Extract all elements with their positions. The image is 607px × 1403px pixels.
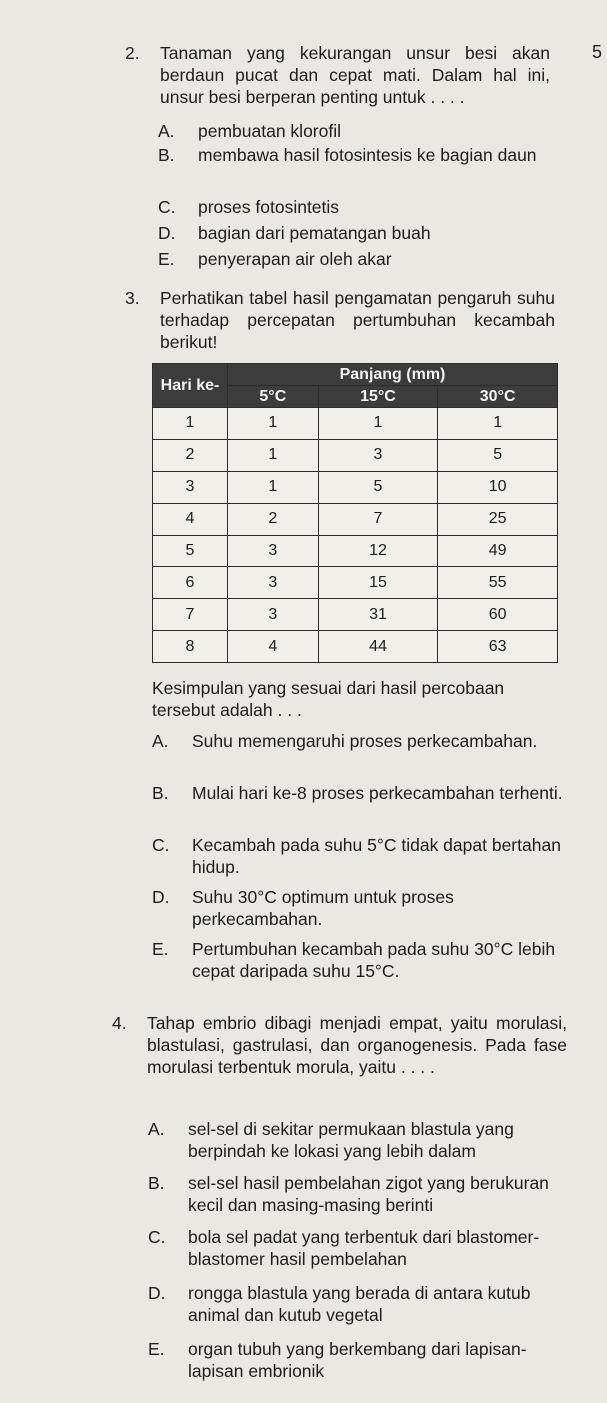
temp-header-15: 15°C [318, 386, 438, 408]
option-2b: B. membawa hasil fotosintesis ke bagian daun [158, 145, 537, 165]
question-4 [112, 1012, 567, 1108]
table-row: 8 4 44 63 [153, 631, 558, 663]
day-header: Hari ke- [153, 364, 228, 408]
option-4e: E. organ tubuh yang berkembang dari lapisan-lapisan embrionik [148, 1339, 527, 1381]
temp-header-30: 30°C [438, 386, 558, 408]
question-3 [125, 287, 555, 357]
question-3-prompt: Kesimpulan yang sesuai dari hasil percobaan tersebut adalah . . . [152, 678, 505, 720]
page-edge-number: 5 [592, 42, 603, 62]
question-number: 2. [125, 43, 140, 63]
question-stem: Tahap embrio dibagi menjadi empat, yaitu morulasi, blastulasi, gastrulasi, dan organogenesis. Pada fase morulasi terbentuk morula, yaitu . . . . [147, 1013, 567, 1077]
option-4d: D. rongga blastula yang berada di antara kutub animal dan kutub vegetal [148, 1283, 531, 1325]
table-row: 7 3 31 60 [153, 599, 558, 631]
option-3b: B. Mulai hari ke-8 proses perkecambahan terhenti. [152, 783, 563, 803]
option-3e: E. Pertumbuhan kecambah pada suhu 30°C lebih cepat daripada suhu 15°C. [152, 939, 556, 981]
table-row: 5 3 12 49 [153, 535, 558, 567]
option-3a: A. Suhu memengaruhi proses perkecambahan. [152, 731, 538, 751]
table-row: 4 2 7 25 [153, 503, 558, 535]
question-number: 3. [125, 288, 140, 308]
question-stem: Perhatikan tabel hasil pengamatan pengaruh suhu terhadap percepatan pertumbuhan kecambah berikut! [160, 288, 555, 352]
question-2 [125, 42, 550, 112]
question-number: 4. [112, 1013, 127, 1033]
table-row: 1 1 1 1 [153, 408, 558, 440]
option-4c: C. bola sel padat yang terbentuk dari blastomer-blastomer hasil pembelahan [148, 1227, 540, 1269]
growth-table [152, 363, 558, 663]
option-4b: B. sel-sel hasil pembelahan zigot yang berukuran kecil dan masing-masing berinti [148, 1173, 549, 1215]
option-3c: C. Kecambah pada suhu 5°C tidak dapat bertahan hidup. [152, 835, 561, 877]
temp-header-5: 5°C [228, 386, 319, 408]
table-row: 6 3 15 55 [153, 567, 558, 599]
option-3d: D. Suhu 30°C optimum untuk proses perkecambahan. [152, 887, 454, 929]
question-stem: Tanaman yang kekurangan unsur besi akan berdaun pucat dan cepat mati. Dalam hal ini, unsur besi berperan penting untuk . . . . [160, 43, 550, 107]
option-4a: A. sel-sel di sekitar permukaan blastula yang berpindah ke lokasi yang lebih dalam [148, 1119, 514, 1161]
length-header: Panjang (mm) [228, 364, 558, 386]
table-row: 2 1 3 5 [153, 439, 558, 471]
table-row: 3 1 5 10 [153, 471, 558, 503]
